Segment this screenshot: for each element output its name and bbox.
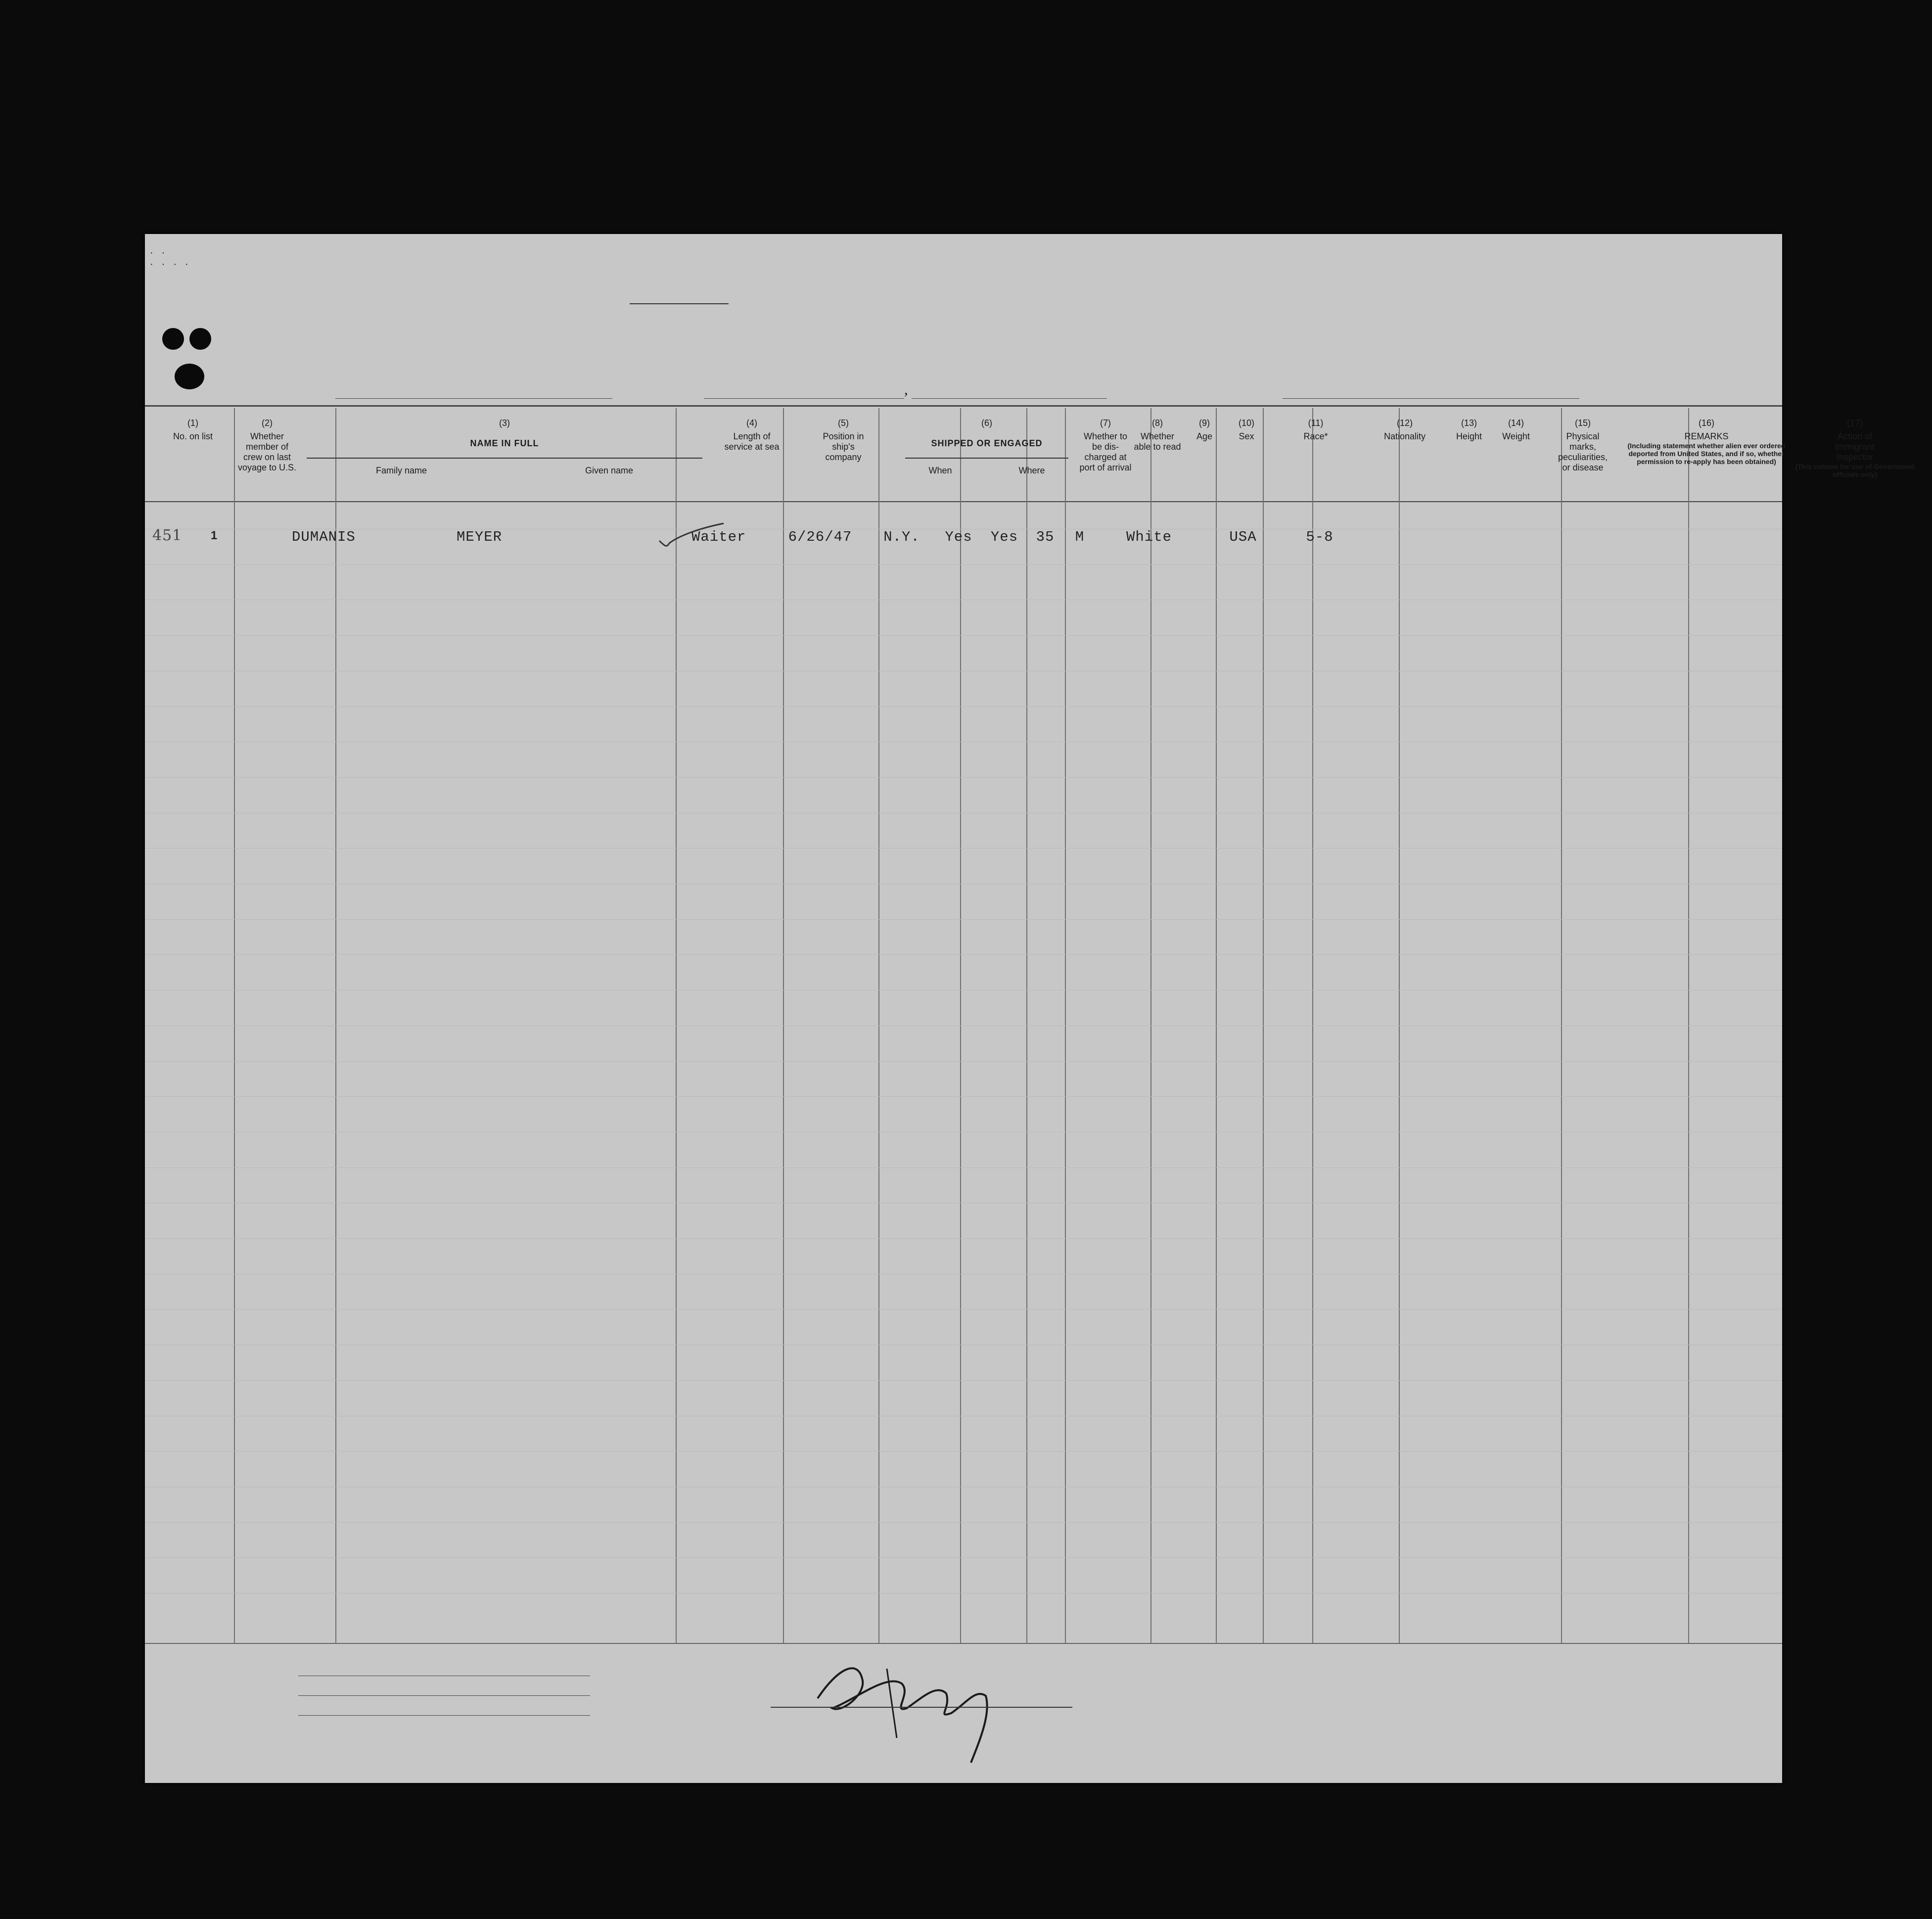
row-guide bbox=[145, 777, 1782, 778]
column-subrule bbox=[905, 458, 1068, 459]
column-header-4 bbox=[712, 418, 791, 452]
cell-height: 5-8 bbox=[1306, 529, 1334, 545]
column-header-16 bbox=[1627, 418, 1786, 466]
row-guide bbox=[145, 564, 1782, 565]
row-guide bbox=[145, 1309, 1782, 1310]
footer-notes bbox=[1285, 1687, 1730, 1689]
column-header-8 bbox=[1133, 418, 1182, 452]
row-guide bbox=[145, 954, 1782, 955]
column-number: (6) bbox=[981, 418, 992, 428]
column-sublabels bbox=[297, 466, 712, 476]
column-sublabel: Where bbox=[1018, 466, 1045, 475]
cell-given: MEYER bbox=[457, 529, 503, 545]
column-label: Height bbox=[1456, 431, 1482, 441]
column-sublabel: Family name bbox=[375, 466, 427, 475]
column-note: (This column for use of Government officials only) bbox=[1795, 463, 1915, 478]
column-header-3 bbox=[297, 418, 712, 476]
row-guide bbox=[145, 1238, 1782, 1239]
column-label: Physical marks, peculiarities, or disease bbox=[1558, 431, 1608, 472]
cell-read: Yes bbox=[990, 529, 1018, 545]
row-guide bbox=[145, 1096, 1782, 1097]
punch-hole bbox=[175, 364, 204, 389]
cell-ref: 451 bbox=[152, 527, 183, 544]
column-header-1 bbox=[148, 418, 237, 442]
column-sublabel: When bbox=[928, 466, 952, 475]
column-header-12 bbox=[1365, 418, 1444, 442]
column-number: (15) bbox=[1574, 418, 1591, 428]
column-label: Nationality bbox=[1383, 431, 1426, 441]
cell-when: 6/26/47 bbox=[788, 529, 852, 545]
signature-line bbox=[771, 1707, 1072, 1708]
column-number: (2) bbox=[262, 418, 273, 428]
column-label: Race* bbox=[1303, 431, 1328, 441]
column-number: (14) bbox=[1508, 418, 1524, 428]
column-header-13 bbox=[1444, 418, 1494, 442]
check-mark-icon bbox=[654, 521, 729, 551]
column-label: Whether member of crew on last voyage to U.S. bbox=[237, 431, 297, 472]
row-guide bbox=[145, 706, 1782, 707]
column-number: (16) bbox=[1698, 418, 1714, 428]
column-number: (3) bbox=[499, 418, 510, 428]
cell-family: DUMANIS bbox=[292, 529, 356, 545]
column-number: (5) bbox=[838, 418, 849, 428]
column-number: (7) bbox=[1100, 418, 1111, 428]
column-number: (11) bbox=[1308, 418, 1324, 428]
cell-no: 1 bbox=[210, 529, 218, 542]
column-number: (10) bbox=[1238, 418, 1254, 428]
row-guide bbox=[145, 1557, 1782, 1558]
column-label: Length of service at sea bbox=[724, 431, 780, 452]
column-label: Sex bbox=[1239, 431, 1254, 441]
cell-nationality: USA bbox=[1229, 529, 1257, 545]
row-guide bbox=[145, 1380, 1782, 1381]
cell-age: 35 bbox=[1036, 529, 1055, 545]
inspector-signature bbox=[788, 1639, 1045, 1778]
column-label: NAME IN FULL bbox=[470, 438, 539, 448]
column-number: (13) bbox=[1461, 418, 1477, 428]
punch-hole bbox=[162, 328, 184, 350]
column-label: Position in ship's company bbox=[823, 431, 864, 462]
column-number: (4) bbox=[746, 418, 757, 428]
punch-marks: · · · · · · bbox=[150, 248, 191, 270]
manifest-sheet bbox=[145, 234, 1915, 1783]
header-top-rule bbox=[145, 405, 1782, 407]
column-header-9 bbox=[1182, 418, 1227, 442]
row-guide bbox=[145, 919, 1782, 920]
table-row bbox=[145, 516, 1782, 552]
cell-discharged: Yes bbox=[945, 529, 972, 545]
title-rule bbox=[630, 303, 729, 304]
column-note: (Including statement whether alien ever ordered deported from United States, and if so, whether permission to re-apply has been obtained) bbox=[1627, 442, 1786, 466]
footer-company bbox=[214, 1659, 610, 1728]
cell-sex: M bbox=[1075, 529, 1085, 545]
column-label: Whether able to read bbox=[1134, 431, 1181, 452]
column-label: SHIPPED OR ENGAGED bbox=[931, 438, 1043, 448]
row-guide bbox=[145, 1522, 1782, 1523]
column-number: (1) bbox=[187, 418, 198, 428]
row-guide bbox=[145, 635, 1782, 636]
column-number: (12) bbox=[1396, 418, 1413, 428]
voyage-line: , bbox=[293, 377, 1728, 402]
column-header-15 bbox=[1538, 418, 1627, 473]
column-header-11 bbox=[1266, 418, 1365, 442]
cell-position: Waiter bbox=[691, 529, 746, 545]
column-header-5 bbox=[791, 418, 895, 463]
column-label: Age bbox=[1196, 431, 1213, 441]
column-header-14 bbox=[1494, 418, 1538, 442]
column-number: (8) bbox=[1152, 418, 1163, 428]
cell-race: White bbox=[1126, 529, 1172, 545]
punch-hole bbox=[189, 328, 211, 350]
column-sublabels bbox=[895, 466, 1078, 476]
column-header-7 bbox=[1078, 418, 1133, 473]
column-label: No. on list bbox=[173, 431, 213, 441]
column-label: Whether to be dis-charged at port of arrival bbox=[1079, 431, 1132, 472]
header-bottom-rule bbox=[145, 501, 1782, 502]
column-header-2 bbox=[237, 418, 297, 473]
column-label: Action of Immigrant Inspector bbox=[1835, 431, 1875, 462]
row-guide bbox=[145, 1061, 1782, 1062]
column-label: REMARKS bbox=[1684, 431, 1729, 441]
column-header-17 bbox=[1786, 418, 1924, 478]
column-header-6 bbox=[895, 418, 1078, 476]
column-label: Weight bbox=[1502, 431, 1530, 441]
column-subrule bbox=[307, 458, 702, 459]
cell-where: N.Y. bbox=[883, 529, 920, 545]
column-number: (17) bbox=[1846, 418, 1863, 428]
column-number: (9) bbox=[1199, 418, 1210, 428]
column-sublabel: Given name bbox=[585, 466, 634, 475]
column-header-10 bbox=[1227, 418, 1266, 442]
